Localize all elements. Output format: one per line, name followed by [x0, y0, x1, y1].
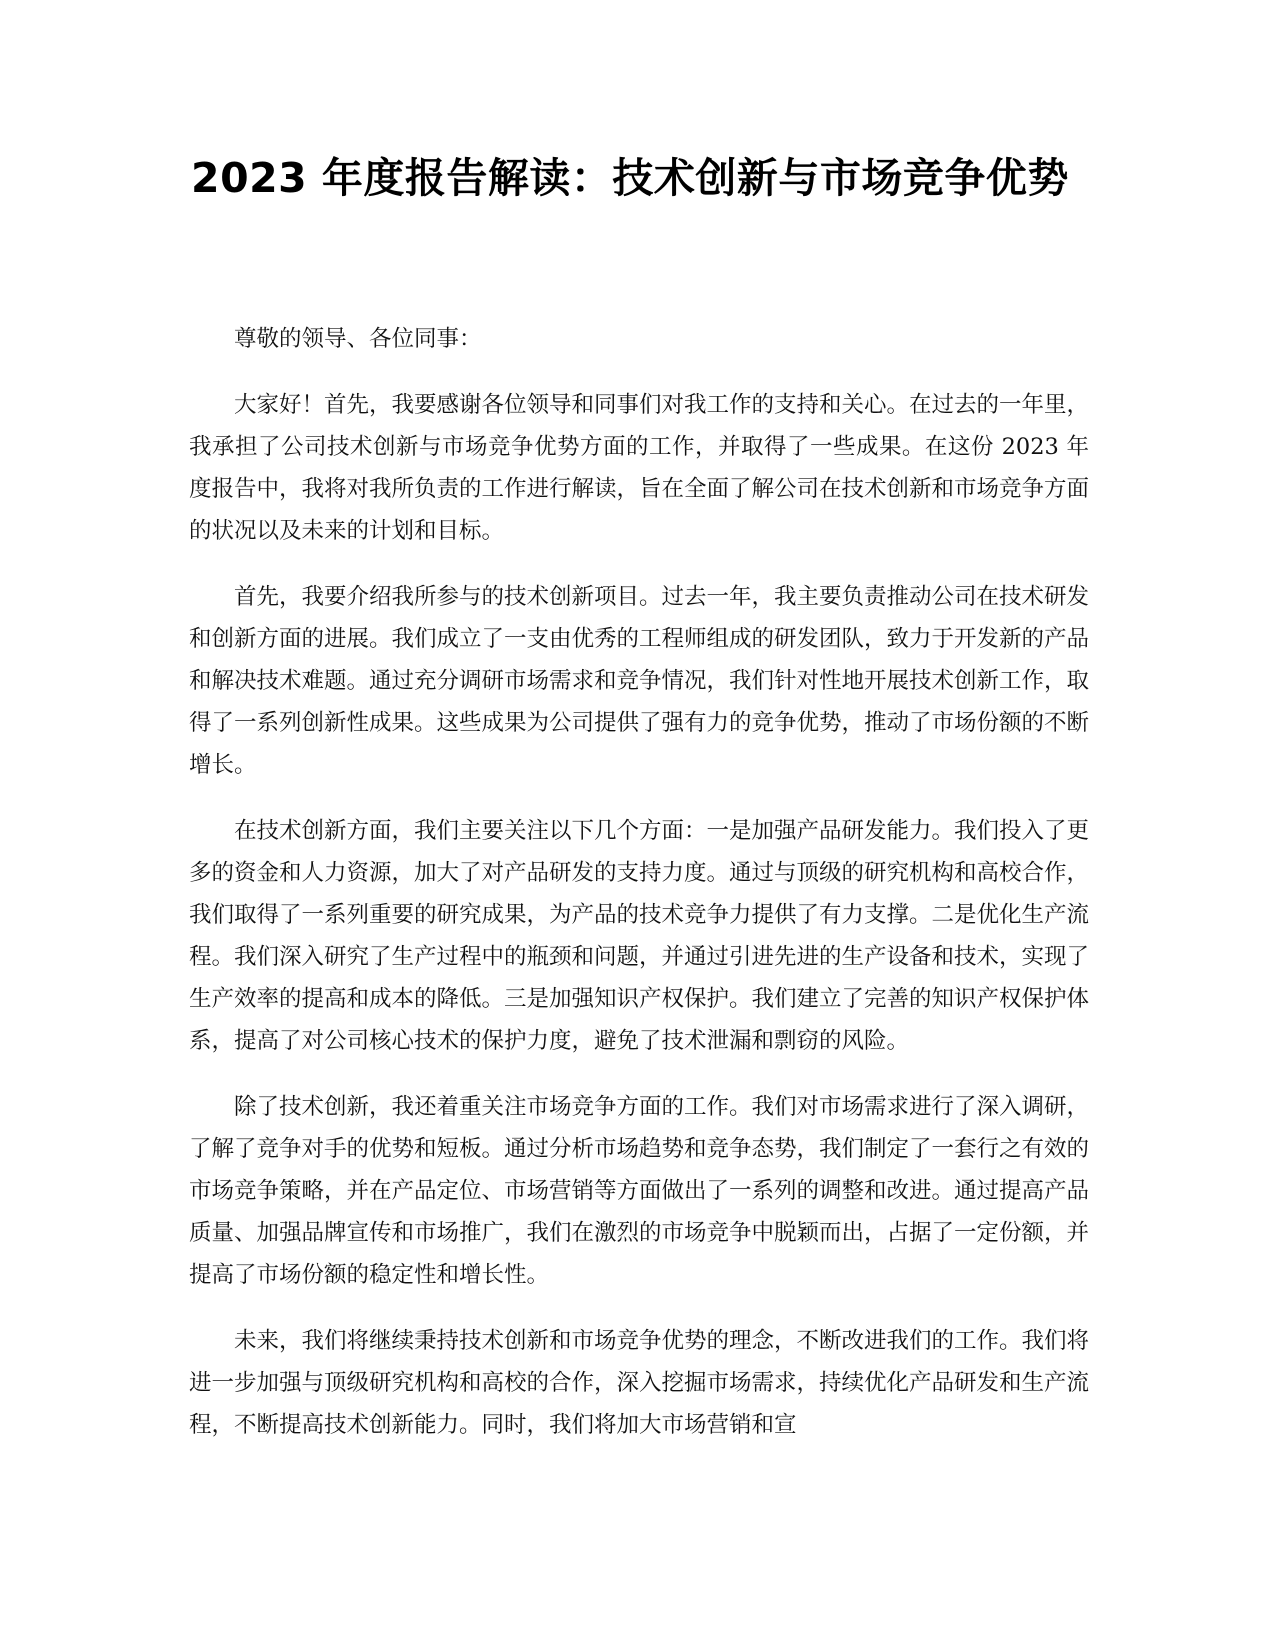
document-title: 2023 年度报告解读：技术创新与市场竞争优势: [191, 154, 1069, 202]
paragraph: 首先，我要介绍我所参与的技术创新项目。过去一年，我主要负责推动公司在技术研发和创新方面的进展。我们成立了一支由优秀的工程师组成的研发团队，致力于开发新的产品和解决技术难题。通过充分调研市场需求和竞争情况，我们针对性地开展技术创新工作，取得了一系列创新性成果。这些成果为公司提供了强有力的竞争优势，推动了市场份额的不断增长。: [189, 584, 1090, 778]
paragraph: 除了技术创新，我还着重关注市场竞争方面的工作。我们对市场需求进行了深入调研，了解了竞争对手的优势和短板。通过分析市场趋势和竞争态势，我们制定了一套行之有效的市场竞争策略，并在产品定位、市场营销等方面做出了一系列的调整和改进。通过提高产品质量、加强品牌宣传和市场推广，我们在激烈的市场竞争中脱颖而出，占据了一定份额，并提高了市场份额的稳定性和增长性。: [189, 1094, 1090, 1288]
paragraph: 大家好！首先，我要感谢各位领导和同事们对我工作的支持和关心。在过去的一年里，我承担了公司技术创新与市场竞争优势方面的工作，并取得了一些成果。在这份 2023 年度报告中，我将对我所负责的工作进行解读，旨在全面了解公司在技术创新和市场竞争方面的状况以及未来的计划和目标。: [189, 392, 1090, 544]
paragraph: 未来，我们将继续秉持技术创新和市场竞争优势的理念，不断改进我们的工作。我们将进一步加强与顶级研究机构和高校的合作，深入挖掘市场需求，持续优化产品研发和生产流程，不断提高技术创新能力。同时，我们将加大市场营销和宣: [189, 1328, 1090, 1438]
paragraph: 在技术创新方面，我们主要关注以下几个方面：一是加强产品研发能力。我们投入了更多的资金和人力资源，加大了对产品研发的支持力度。通过与顶级的研究机构和高校合作，我们取得了一系列重要的研究成果，为产品的技术竞争力提供了有力支撑。二是优化生产流程。我们深入研究了生产过程中的瓶颈和问题，并通过引进先进的生产设备和技术，实现了生产效率的提高和成本的降低。三是加强知识产权保护。我们建立了完善的知识产权保护体系，提高了对公司核心技术的保护力度，避免了技术泄漏和剽窃的风险。: [189, 818, 1090, 1054]
document-body: [189, 318, 1089, 1470]
salutation: 尊敬的领导、各位同事：: [234, 326, 482, 352]
